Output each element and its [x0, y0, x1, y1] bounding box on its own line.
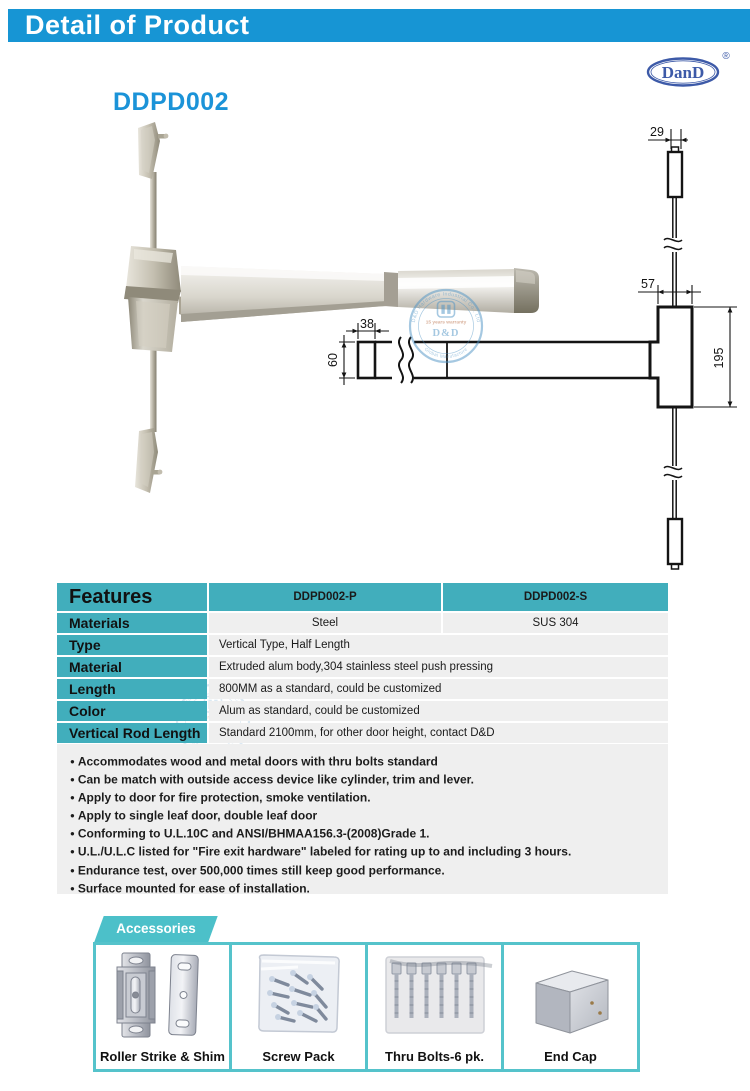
- table-header-col2: DDPD002-S: [443, 583, 668, 611]
- table-header-label: Features: [57, 583, 207, 611]
- accessory-label: Roller Strike & Shim: [100, 1049, 225, 1064]
- accessory-card: [96, 945, 229, 1069]
- row-label: Materials: [57, 613, 207, 633]
- list-item: ● Can be match with outside access device like cylinder, trim and lever.: [70, 771, 658, 789]
- row-value: Extruded alum body,304 stainless steel push pressing: [209, 657, 668, 677]
- roller-strike-shim-image: [102, 947, 224, 1045]
- cap-screw: [590, 1001, 594, 1005]
- table-row: [57, 701, 668, 721]
- row-value: Steel: [209, 613, 441, 633]
- row-label: Type: [57, 635, 207, 655]
- drawing-bar-end: [358, 342, 375, 378]
- accessory-label: Thru Bolts-6 pk.: [385, 1049, 484, 1064]
- cap-left-face: [536, 983, 570, 1033]
- photo-push-bar: [181, 266, 539, 322]
- accessories-grid: [93, 942, 640, 1072]
- row-label: Color: [57, 701, 207, 721]
- drawing-top-rod: [673, 197, 676, 307]
- table-row: [57, 679, 668, 699]
- photo-bottom-rod: [150, 346, 157, 432]
- row-value: 800MM as a standard, could be customized: [209, 679, 668, 699]
- features-list: [70, 753, 658, 898]
- row-value: Standard 2100mm, for other door height, contact D&D: [209, 723, 668, 743]
- screw-pack-image: [238, 947, 360, 1045]
- list-item: ● Conforming to U.L.10C and ANSI/BHMAA156.3-(2008)Grade 1.: [70, 825, 658, 843]
- rod-break-bottom: [664, 467, 682, 478]
- photo-bottom-latch: [135, 428, 162, 493]
- page-title: Detail of Product: [8, 9, 750, 42]
- row-label: Length: [57, 679, 207, 699]
- registered-mark: ®: [722, 51, 730, 62]
- cap-screw: [598, 1011, 602, 1015]
- list-item: ● Apply to single leaf door, double leaf door: [70, 807, 658, 825]
- dim-195: 195: [712, 347, 726, 369]
- dim-60: 60: [326, 353, 340, 367]
- list-item: ● Accommodates wood and metal doors with thru bolts standard: [70, 753, 658, 771]
- row-label: Material: [57, 657, 207, 677]
- technical-drawing: [0, 115, 750, 585]
- row-value: Alum as standard, could be customized: [209, 701, 668, 721]
- accessory-card: [365, 945, 501, 1069]
- dim-29: 29: [650, 125, 664, 139]
- table-row: [57, 613, 668, 633]
- dim-38: 38: [360, 317, 374, 331]
- row-label: Vertical Rod Length: [57, 723, 207, 743]
- logo-text: DanD: [661, 63, 705, 82]
- product-code: DDPD002: [113, 88, 230, 116]
- accessory-label: End Cap: [544, 1049, 597, 1064]
- row-value: Vertical Type, Half Length: [209, 635, 668, 655]
- list-item: ● Surface mounted for ease of installation.: [70, 880, 658, 898]
- dim-57: 57: [641, 277, 655, 291]
- accessory-card: [229, 945, 365, 1069]
- drawing-top-latch: [668, 152, 682, 197]
- rod-break-top: [664, 239, 682, 250]
- list-item: ● Apply to door for fire protection, smoke ventilation.: [70, 789, 658, 807]
- row-value: SUS 304: [443, 613, 668, 633]
- drawing-bottom-rod: [673, 407, 676, 519]
- features-panel: [57, 744, 668, 894]
- table-row: [57, 723, 668, 743]
- photo-top-rod: [150, 172, 157, 254]
- list-item: ● Endurance test, over 500,000 times still keep good performance.: [70, 862, 658, 880]
- accessory-label: Screw Pack: [262, 1049, 335, 1064]
- accessories-tab: [94, 916, 217, 942]
- brand-logo: [640, 47, 746, 91]
- table-row: [57, 657, 668, 677]
- end-cap-image: [510, 947, 632, 1045]
- table-header-row: [57, 583, 668, 611]
- photo-top-latch: [138, 122, 168, 179]
- drawing-center-block: [650, 307, 692, 407]
- thru-bolts-image: [374, 947, 496, 1045]
- watermark-drawing: [410, 290, 482, 362]
- table-header-col1: DDPD002-P: [209, 583, 441, 611]
- drawing-bottom-latch: [668, 519, 682, 564]
- list-item: ● U.L./U.L.C listed for "Fire exit hardware" labeled for rating up to and including 3 hours.: [70, 843, 658, 861]
- table-row: [57, 635, 668, 655]
- line-drawing: [358, 147, 692, 569]
- accessories-tab-label: Accessories: [116, 921, 196, 936]
- spec-table: [57, 583, 668, 745]
- accessory-card: [501, 945, 637, 1069]
